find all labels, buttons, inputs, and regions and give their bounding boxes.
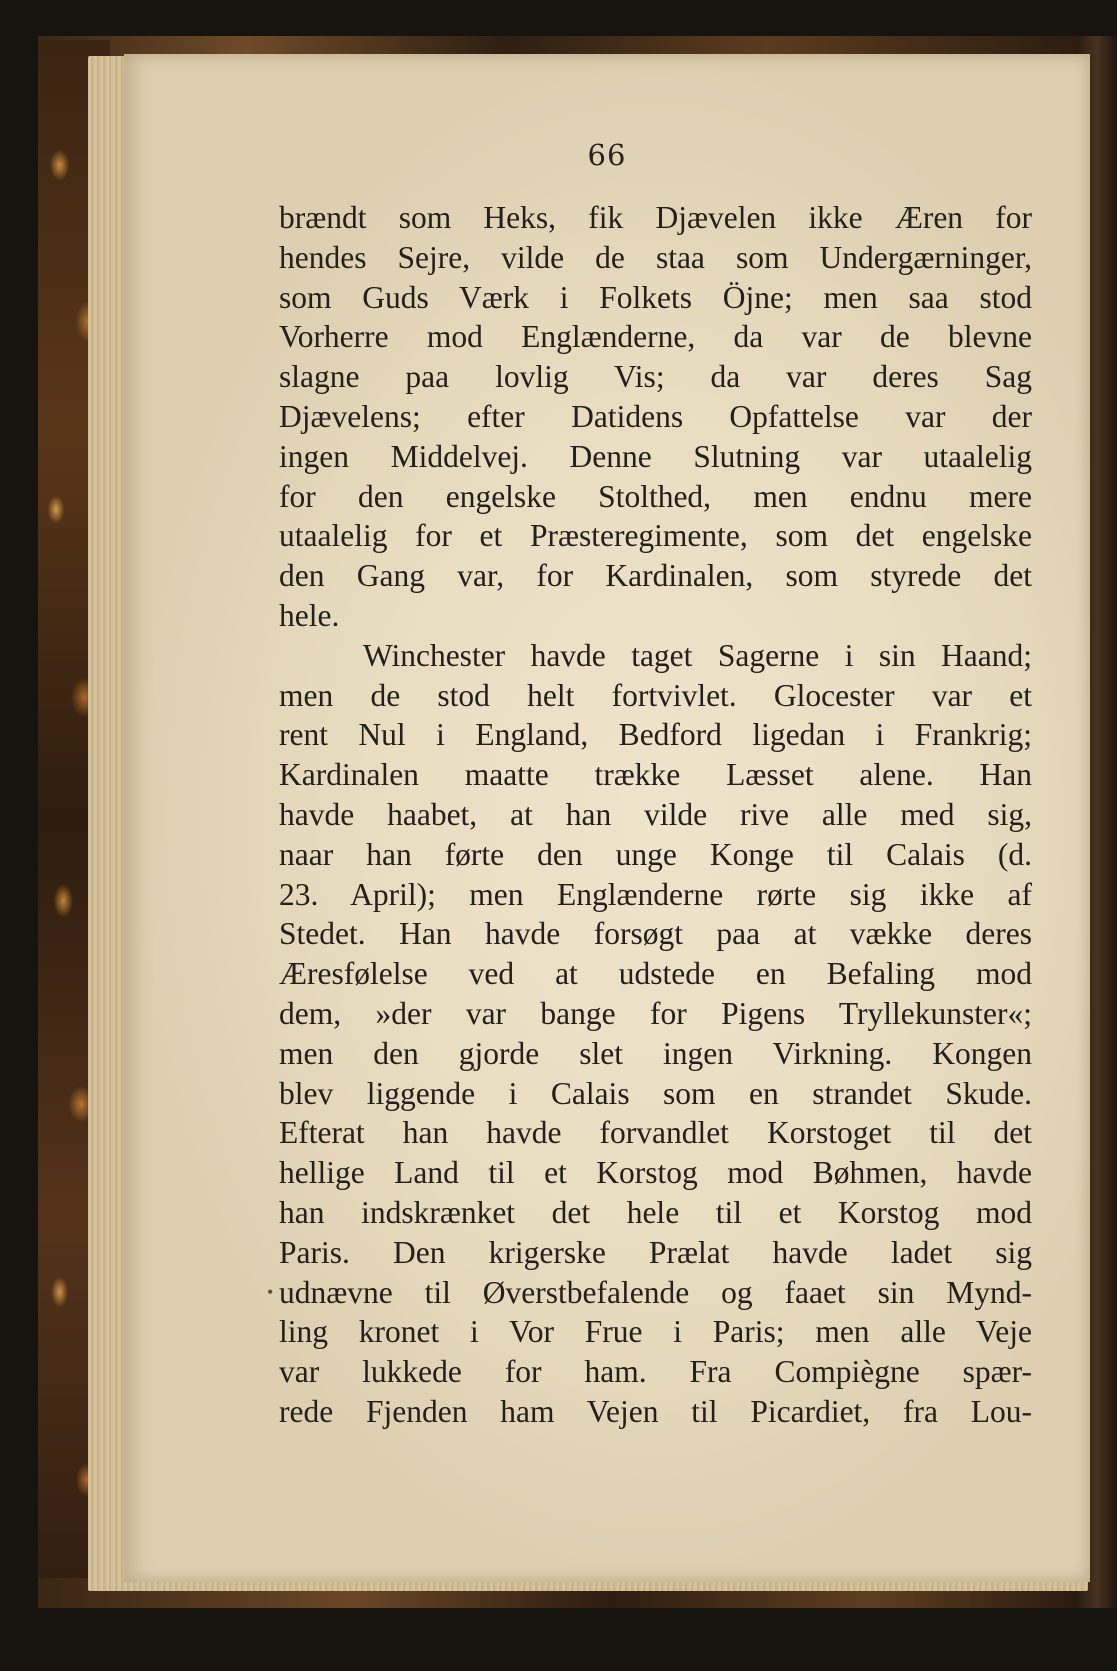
speck-mark: • (267, 1282, 274, 1302)
text-line: rent Nul i England, Bedford ligedan i Frankrig; (279, 717, 1032, 753)
text-line: dem, »der var bange for Pigens Tryllekunster«; (279, 995, 1032, 1031)
text-line: rede Fjenden ham Vejen til Picardiet, fra Lou- (279, 1393, 1032, 1429)
page-number: 66 (587, 138, 627, 172)
text-line: Efterat han havde forvandlet Korstoget til det (279, 1115, 1032, 1151)
text-line: brændt som Heks, fik Djævelen ikke Æren for (279, 200, 1032, 235)
text-line: utaalelig for et Præsteregimente, som det engelske (279, 518, 1032, 554)
text-line: Stedet. Han havde forsøgt paa at vække deres (279, 916, 1032, 952)
text-line: men de stod helt fortvivlet. Glocester var et (279, 677, 1032, 713)
text-line: men den gjorde slet ingen Virkning. Kongen (279, 1035, 1032, 1071)
body-text (279, 198, 1032, 1432)
book-page (124, 54, 1090, 1582)
text-line: Djævelens; efter Datidens Opfattelse var der (279, 398, 1032, 434)
text-line: blev liggende i Calais som en strandet Skude. (279, 1075, 1032, 1111)
text-line: var lukkede for ham. Fra Compiègne spær- (279, 1354, 1032, 1390)
text-line: hele. (279, 597, 340, 633)
text-line: slagne paa lovlig Vis; da var deres Sag (279, 359, 1032, 395)
text-line: naar han førte den unge Konge til Calais (d. (279, 836, 1032, 872)
text-line: for den engelske Stolthed, men endnu mere (279, 478, 1032, 514)
text-line: Vorherre mod Englænderne, da var de blevne (279, 319, 1032, 355)
text-line: han indskrænket det hele til et Korstog mod (279, 1194, 1032, 1230)
text-line: hendes Sejre, vilde de staa som Undergærninger, (279, 239, 1032, 275)
text-line: havde haabet, at han vilde rive alle med sig, (279, 796, 1032, 832)
text-line: som Guds Værk i Folkets Öjne; men saa stod (279, 279, 1032, 315)
text-line: den Gang var, for Kardinalen, som styrede det (279, 558, 1032, 594)
paragraph-first-line: Winchester havde taget Sagerne i sin Haand; (363, 637, 1032, 673)
text-line: Kardinalen maatte trække Læsset alene. Han (279, 757, 1032, 793)
text-line: ling kronet i Vor Frue i Paris; men alle Veje (279, 1314, 1032, 1350)
text-line: udnævne til Øverstbefalende og faaet sin Mynd- (279, 1274, 1032, 1310)
text-line: Æresfølelse ved at udstede en Befaling mod (279, 956, 1032, 992)
text-line: hellige Land til et Korstog mod Bøhmen, havde (279, 1155, 1032, 1191)
text-line: Paris. Den krigerske Prælat havde ladet sig (279, 1234, 1032, 1270)
text-line: 23. April); men Englænderne rørte sig ikke af (279, 876, 1032, 912)
text-line: ingen Middelvej. Denne Slutning var utaalelig (279, 438, 1032, 474)
